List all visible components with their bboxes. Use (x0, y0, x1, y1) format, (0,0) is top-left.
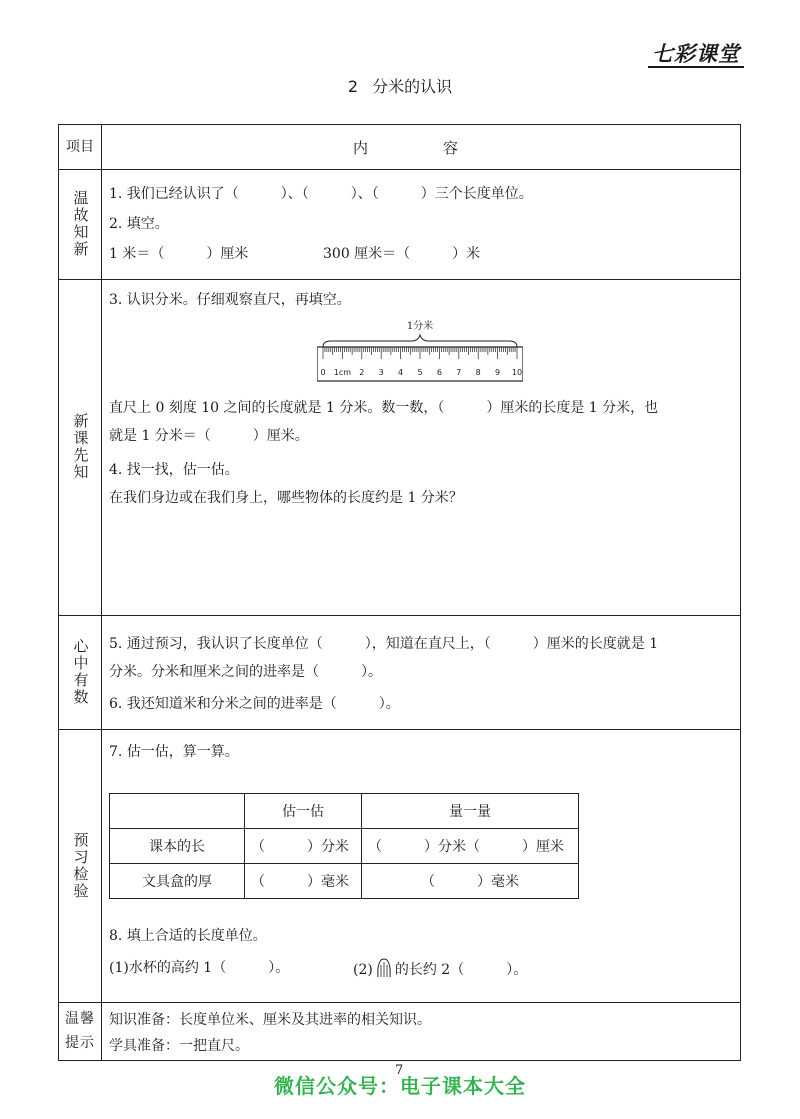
table-row (110, 864, 579, 899)
brand-logo (648, 38, 744, 72)
ruler-tick-label: 10 (511, 368, 523, 377)
table-row (110, 794, 579, 829)
section-self-check (59, 615, 101, 729)
question-4-text: 在我们身边或在我们身上，哪些物体的长度约是 1 分米？ (109, 490, 463, 506)
tips-line-2: 学具准备：一把直尺。 (109, 1038, 249, 1054)
self-check-content (109, 623, 734, 723)
question-6: 6. 我还知道米和分米之间的进率是（ ）。 (109, 696, 400, 712)
header-project (59, 125, 101, 169)
table-row (110, 829, 579, 864)
question-1: 1. 我们已经认识了（ ）、（ ）、（ ）三个长度单位。 (109, 186, 533, 202)
question-4: 4. 找一找，估一估。 (109, 462, 239, 478)
section-self-check-label: 心中有数 (71, 638, 90, 706)
question-7: 7. 估一估，算一算。 (109, 744, 239, 760)
table-header-cell: 估一估 (245, 794, 362, 829)
question-5-line-1: 5. 通过预习，我认识了长度单位（ ），知道在直尺上，（ ）厘米的长度就是 1 (109, 636, 659, 652)
table-cell: （ ）分米 (245, 829, 362, 864)
lesson-number: 2 (347, 77, 359, 96)
ruler-tick-label: 0 (320, 368, 326, 377)
ruler-tick-label: 5 (417, 368, 423, 377)
table-cell: 课本的长 (110, 829, 245, 864)
brand-underline (648, 66, 744, 68)
row-divider (59, 279, 740, 280)
ruler-svg (317, 317, 523, 387)
header-project-label: 项目 (66, 139, 94, 155)
wrench-picture-icon (373, 957, 395, 979)
table-cell: 文具盒的厚 (110, 864, 245, 899)
question-3: 3. 认识分米。仔细观察直尺，再填空。 (109, 292, 351, 308)
row-divider (59, 1002, 740, 1003)
question-8b-suffix: 的长约 2（ ）。 (394, 962, 528, 978)
section-preview-check (59, 729, 101, 1002)
ruler-tick-label: 1cm (333, 368, 352, 377)
question-8b (353, 957, 527, 979)
section-new-lesson-label: 新课先知 (71, 413, 90, 481)
ruler-tick-label: 3 (378, 368, 384, 377)
section-review-label: 温故知新 (71, 190, 90, 258)
ruler-tick-label: 4 (398, 368, 404, 377)
row-divider (59, 615, 740, 616)
tips-line-1: 知识准备：长度单位米、厘米及其进率的相关知识。 (109, 1012, 431, 1028)
question-2: 2. 填空。 (109, 216, 169, 232)
section-review (59, 169, 101, 279)
row-divider (59, 169, 740, 170)
ruler-tick-label: 9 (495, 368, 501, 377)
question-8a: (1)水杯的高约 1（ ）。 (109, 960, 290, 976)
question-8: 8. 填上合适的长度单位。 (109, 928, 267, 944)
tips-content (109, 1009, 734, 1059)
page-number: 7 (395, 1063, 404, 1078)
header-content: 内 容 (352, 138, 488, 157)
lesson-title: 分米的认识 (372, 77, 453, 96)
section-tips-label: 温馨提示 (65, 1011, 95, 1051)
brand-text: 七彩课堂 (652, 42, 740, 66)
ruler-tick-label: 6 (436, 368, 442, 377)
ruler-figure (317, 317, 523, 387)
section-tips (59, 1002, 101, 1060)
estimate-table (109, 793, 579, 899)
table-cell: （ ）毫米 (362, 864, 579, 899)
ruler-tick-label: 8 (475, 368, 481, 377)
question-3-text-2: 就是 1 分米＝（ ）厘米。 (109, 428, 309, 444)
question-7-wrap (109, 741, 734, 781)
section-preview-check-label: 预习检验 (71, 831, 90, 900)
table-header-cell: 量一量 (362, 794, 579, 829)
question-2a: 1 米＝（ ）厘米 (109, 246, 249, 262)
question-8-wrap (109, 925, 734, 995)
question-5-line-2: 分米。分米和厘米之间的进率是（ ）。 (109, 664, 382, 680)
ruler-tick-label: 2 (359, 368, 365, 377)
question-2b: 300 厘米＝（ ）米 (323, 246, 481, 262)
ruler-tick-label: 7 (456, 368, 462, 377)
ruler-label: 1分米 (406, 321, 434, 332)
footer-watermark: 微信公众号：电子课本大全 (274, 1074, 526, 1098)
column-divider (101, 125, 102, 1060)
page-title (0, 74, 800, 97)
question-8b-prefix: (2) (353, 962, 373, 978)
worksheet-table (58, 124, 741, 1061)
section-new-lesson (59, 279, 101, 615)
table-cell: （ ）分米（ ）厘米 (362, 829, 579, 864)
table-header-cell (110, 794, 245, 829)
ruler-brace (323, 335, 517, 347)
question-3-text-1: 直尺上 0 刻度 10 之间的长度就是 1 分米。数一数，（ ）厘米的长度是 1 分米，也 (109, 400, 659, 416)
row-divider (59, 729, 740, 730)
review-content (109, 181, 734, 277)
table-cell: （ ）毫米 (245, 864, 362, 899)
